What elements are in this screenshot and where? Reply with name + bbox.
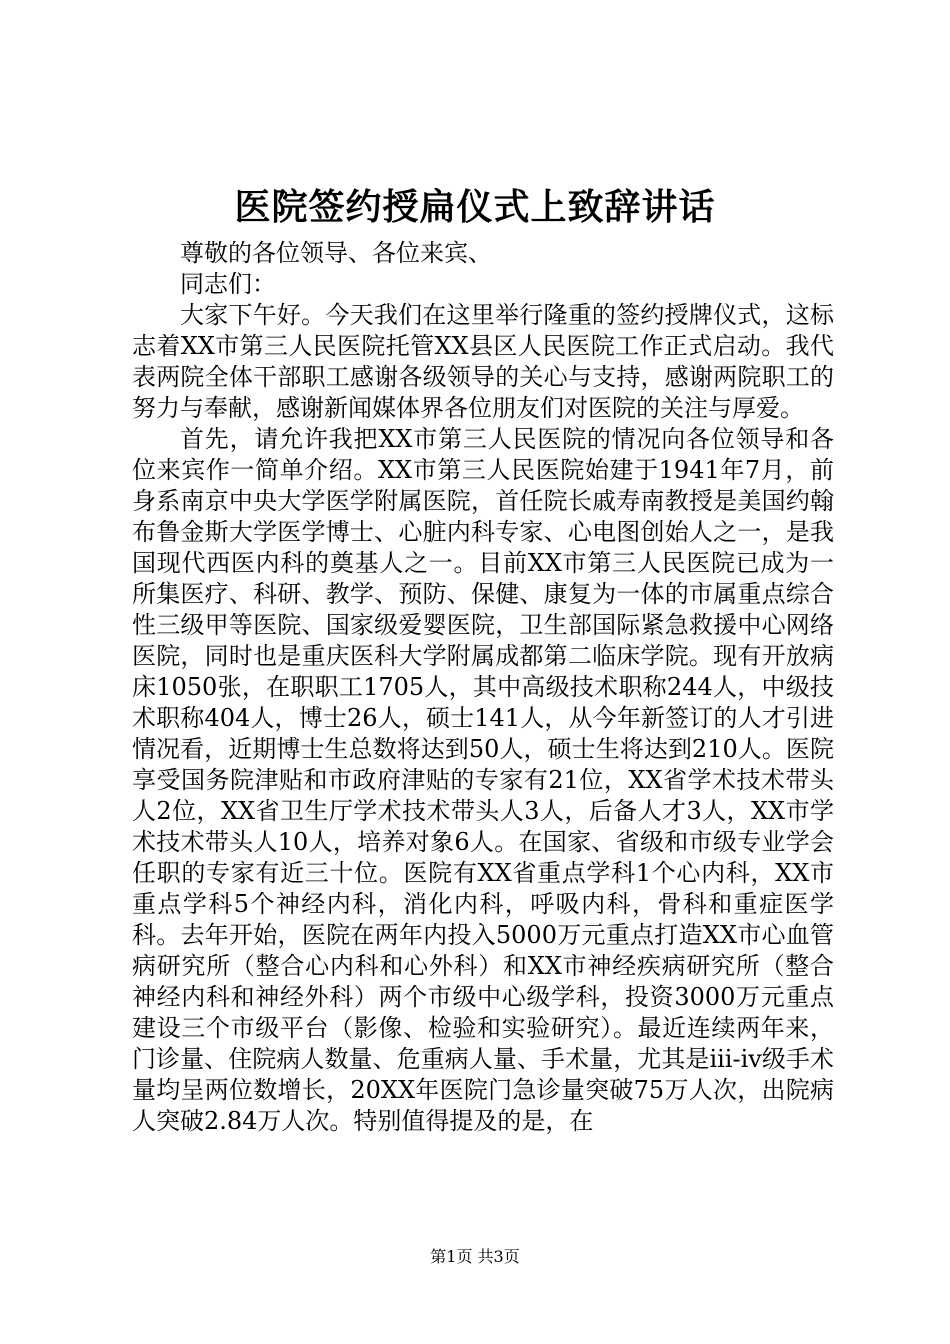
- salutation-line-1: 尊敬的各位领导、各位来宾、: [180, 239, 492, 267]
- paragraph-1: 大家下午好。今天我们在这里举行隆重的签约授牌仪式，这标志着XX市第三人民医院托管XX县区人民医院工作正式启动。我代表两院全体干部职工感谢各级领导的关心与支持，感谢两院职工的努力与奉献，感谢新闻媒体界各位朋友们对医院的关注与厚爱。: [132, 301, 834, 422]
- document-title: 医院签约授扁仪式上致辞讲话: [234, 186, 716, 228]
- paragraph-2: 首先，请允许我把XX市第三人民医院的情况向各位领导和各位来宾作一简单介绍。XX市第三人民医院始建于1941年7月，前身系南京中央大学医学附属医院，首任院长戚寿南教授是美国约翰布鲁金斯大学医学博士、心脏内科专家、心电图创始人之一，是我国现代西医内科的奠基人之一。目前XX市第三人民医院已成为一所集医疗、科研、教学、预防、保健、康复为一体的市属重点综合性三级甲等医院、国家级爱婴医院，卫生部国际紧急救援中心网络医院，同时也是重庆医科大学附属成都第二临床学院。现有开放病床1050张，在职职工1705人，其中高级技术职称244人，中级技术职称404人，博士26人，硕士141人，从今年新签订的人才引进情况看，近期博士生总数将达到50人，硕士生将达到210人。医院享受国务院津贴和市政府津贴的专家有21位，XX省学术技术带头人2位，XX省卫生厅学术技术带头人3人，后备人才3人，XX市学术技术带头人10人，培养对象6人。在国家、省级和市级专业学会任职的专家有近三十位。医院有XX省重点学科1个心内科，XX市重点学科5个神经内科，消化内科，呼吸内科，骨科和重症医学科。去年开始，医院在两年内投入5000万元重点打造XX市心血管病研究所（整合心内科和心外科）和XX市神经疾病研究所（整合神经内科和神经外科）两个市级中心级学科，投资3000万元重点建设三个市级平台（影像、检验和实验研究）。最近连续两年来，门诊量、住院病人数量、危重病人量、手术量，尤其是iii-iv级手术量均呈两位数增长，20XX年医院门急诊量突破75万人次，出院病人突破2.84万人次。特别值得提及的是，在: [132, 425, 834, 1135]
- salutation-line-2: 同志们：: [180, 270, 276, 298]
- document-body: [132, 238, 834, 1137]
- page-footer: 第1页 共3页: [430, 1247, 520, 1266]
